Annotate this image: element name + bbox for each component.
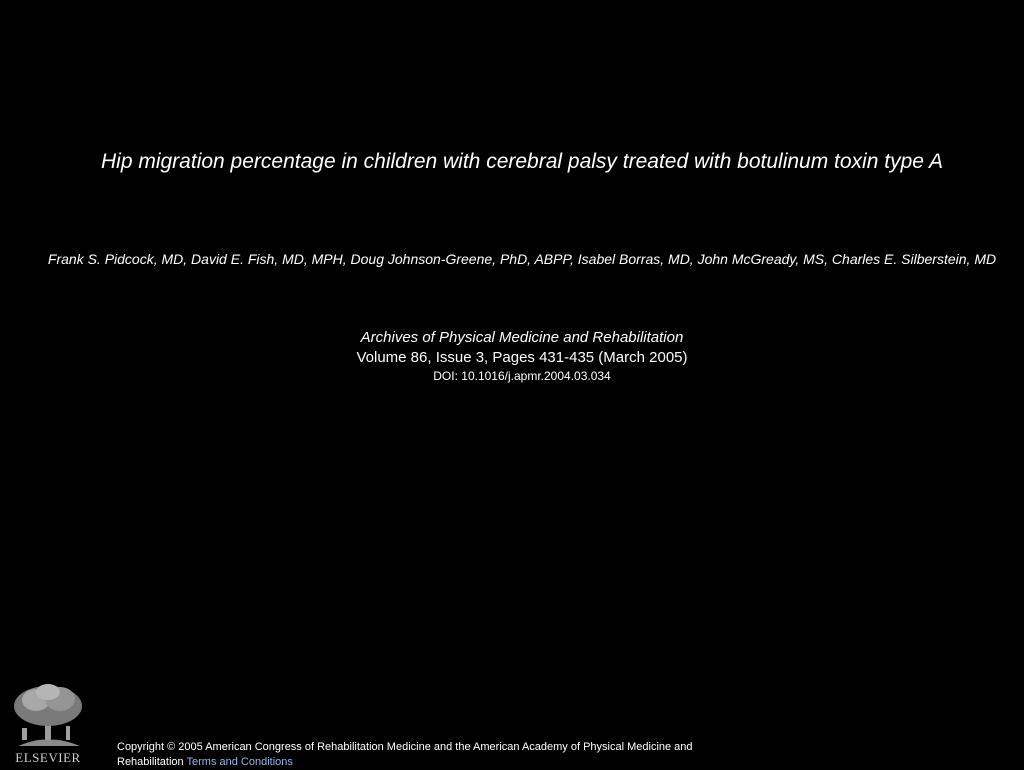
copyright-text: Copyright © 2005 American Congress of Rehabilitation Medicine and the American Academy of Physical Medicine and Rehabilitation xyxy=(117,741,693,768)
article-authors: Frank S. Pidcock, MD, David E. Fish, MD, MPH, Doug Johnson-Greene, PhD, ABPP, Isabel Borras, MD, John McGready, MS, Charles E. Silberstein, MD xyxy=(47,251,997,267)
journal-volume: Volume 86, Issue 3, Pages 431-435 (March 2005) xyxy=(356,349,688,366)
elsevier-tree-logo-icon xyxy=(8,680,88,750)
copyright-notice xyxy=(117,740,737,770)
terms-and-conditions-link[interactable]: Terms and Conditions xyxy=(186,756,293,768)
elsevier-logo-text: ELSEVIER xyxy=(15,750,81,765)
journal-doi: DOI: 10.1016/j.apmr.2004.03.034 xyxy=(433,369,611,383)
journal-info xyxy=(40,328,1004,384)
elsevier-logo xyxy=(8,680,88,768)
journal-name: Archives of Physical Medicine and Rehabilitation xyxy=(360,329,684,346)
article-title: Hip migration percentage in children with cerebral palsy treated with botulinum toxin type A xyxy=(101,150,943,173)
